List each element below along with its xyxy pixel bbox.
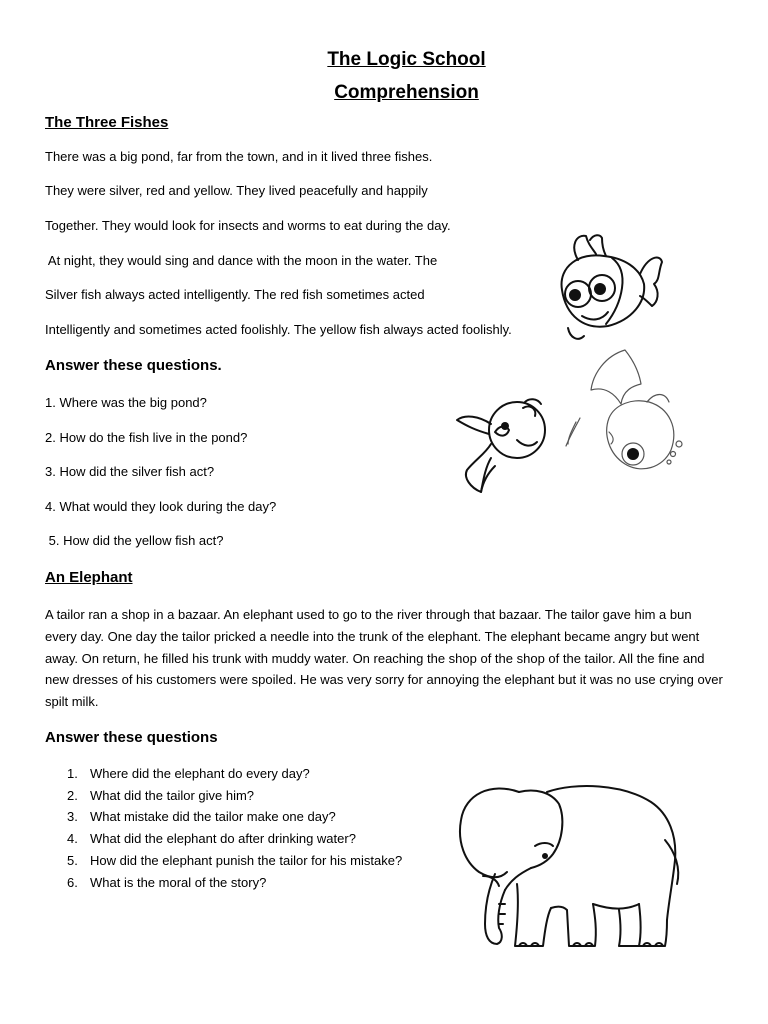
- story-line: There was a big pond, far from the town, and in it lived three fishes.: [45, 149, 433, 164]
- question-number: 2.: [67, 788, 78, 803]
- questions-heading: Answer these questions: [45, 729, 218, 746]
- story-line: At night, they would sing and dance with the moon in the water. The: [45, 253, 438, 268]
- question-number: 5.: [67, 853, 78, 868]
- story-line: Together. They would look for insects and worms to eat during the day.: [45, 218, 451, 233]
- story-line: Intelligently and sometimes acted foolishly. The yellow fish always acted foolishly.: [45, 322, 512, 337]
- question-item: 1. Where was the big pond?: [45, 395, 207, 410]
- needle-illustration: [562, 416, 584, 448]
- story-line: They were silver, red and yellow. They lived peacefully and happily: [45, 183, 428, 198]
- questions-heading: Answer these questions.: [45, 357, 222, 374]
- question-item: 5. How did the yellow fish act?: [45, 533, 224, 548]
- question-item: What is the moral of the story?: [90, 875, 267, 890]
- question-number: 4.: [67, 831, 78, 846]
- question-item: What did the elephant do after drinking water?: [90, 831, 356, 846]
- question-item: How did the elephant punish the tailor for his mistake?: [90, 853, 403, 868]
- elephant-illustration: [455, 780, 685, 960]
- question-number: 1.: [67, 766, 78, 781]
- worksheet-subtitle: Comprehension: [334, 82, 479, 103]
- question-item: Where did the elephant do every day?: [90, 766, 310, 781]
- question-item: 4. What would they look during the day?: [45, 499, 277, 514]
- story-text-elephant: A tailor ran a shop in a bazaar. An elephant used to go to the river through that bazaar. The tailor gave him a bun every day. One day the tailor pricked a needle into the trunk of the elephant. The elephant became angry but went away. On return, he filled his trunk with muddy water. On reaching the shop of the shop of the tailor. All the fine and new dresses of his customers were spoiled. He was very sorry for annoying the elephant but it was no use crying over spilt milk.: [45, 607, 723, 710]
- worksheet-title: The Logic School: [327, 49, 486, 70]
- question-item: What mistake did the tailor make one day?: [90, 809, 336, 824]
- question-item: 2. How do the fish live in the pond?: [45, 430, 248, 445]
- question-item: 3. How did the silver fish act?: [45, 464, 215, 479]
- story-line: Silver fish always acted intelligently. The red fish sometimes acted: [45, 287, 425, 302]
- fish-illustration: [548, 228, 670, 350]
- fish-illustration: [585, 346, 695, 481]
- question-number: 3.: [67, 809, 78, 824]
- question-number: 6.: [67, 875, 78, 890]
- question-item: What did the tailor give him?: [90, 788, 255, 803]
- story-title-elephant: An Elephant: [45, 569, 133, 586]
- story-title-three-fishes: The Three Fishes: [45, 114, 169, 131]
- fish-illustration: [445, 396, 550, 501]
